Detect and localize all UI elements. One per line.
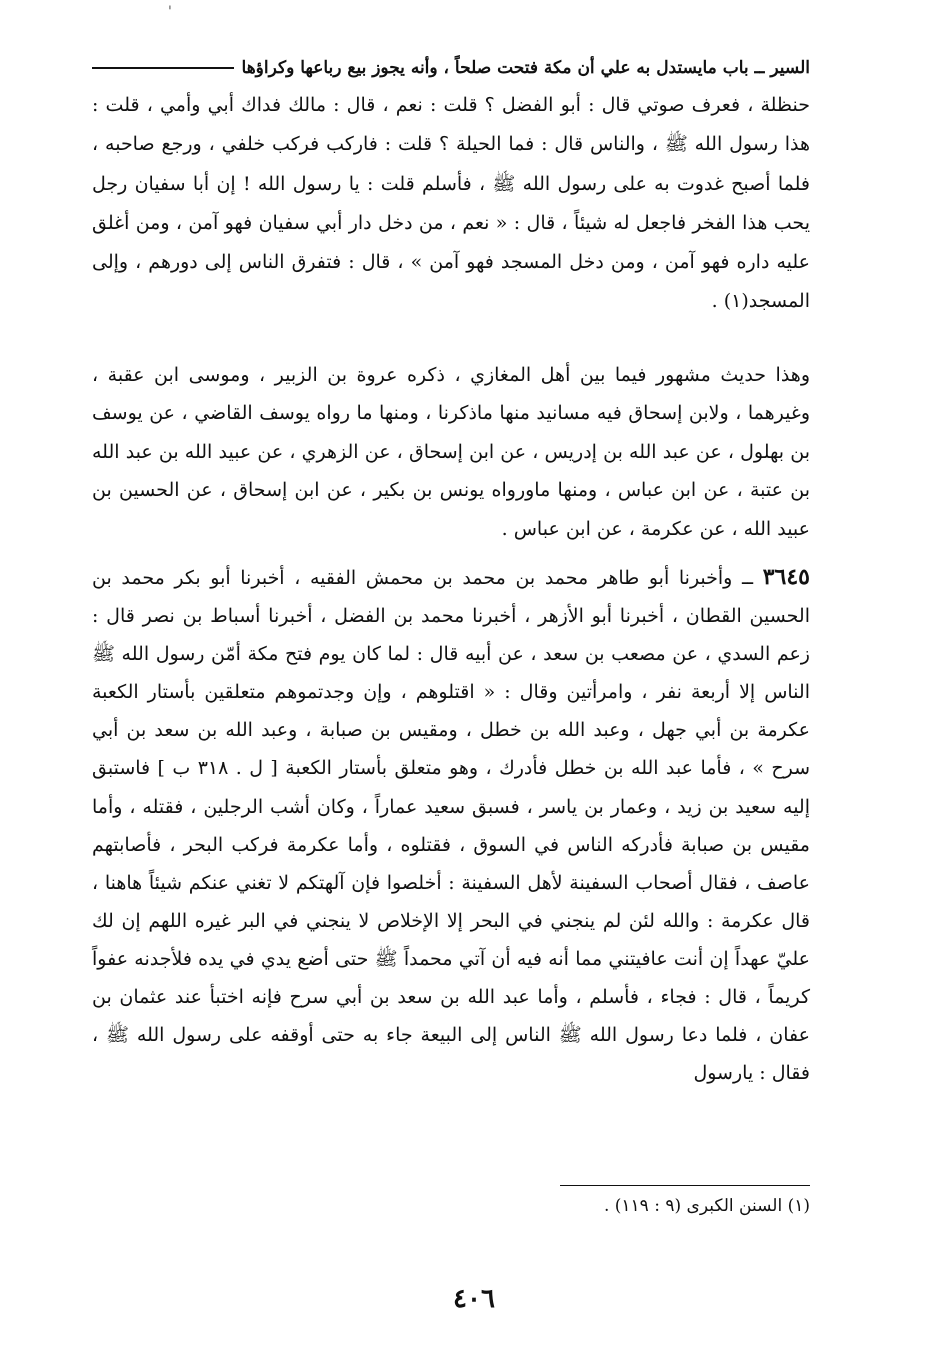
footnote: (١) السنن الكبرى (٩ : ١١٩) . <box>603 1196 810 1216</box>
paragraph-text: وهذا حديث مشهور فيما بين أهل المغازي ، ذكره عروة بن الزبير ، وموسى ابن عقبة ، وغيرهما ، ولابن إسحاق فيه مسانيد منها ماذكرنا ، ومنها ما رواه يوسف القاضي ، عن يوسف بن بهلول ، عن عبد الله بن إدريس ، عن ابن إسحاق ، عن الزهري ، عن عبيد الله بن عبد الله بن عتبة ، عن ابن عباس ، ومنها ماورواه يونس بن بكير ، عن ابن إسحاق ، عن الحسين بن عبيد الله ، عن عكرمة ، عن ابن عباس . <box>92 364 810 540</box>
scan-mark: ' <box>168 4 172 20</box>
hadith-text: ــ وأخبرنا أبو طاهر محمد بن محمد بن محمش الفقيه ، أخبرنا أبو بكر محمد بن الحسين القطان ، أخبرنا أبو الأزهر ، أخبرنا محمد بن الفضل ، أخبرنا أسباط بن نصر قال : زعم السدي ، عن مصعب بن سعد ، عن أبيه قال : لما كان يوم فتح مكة أمّن رسول الله ﷺ الناس إلا أربعة نفر ، وامرأتين وقال : « اقتلوهم ، وإن وجدتموهم متعلقين بأستار الكعبة عكرمة بن أبي جهل ، وعبد الله بن خطل ، ومقيس بن صبابة ، وعبد الله بن سعد بن أبي سرح » ، فأما عبد الله بن خطل فأدرك ، وهو متعلق بأستار الكعبة [ ل . ٣١٨ ب ] فاستبق إليه سعيد بن زيد ، وعمار بن ياسر ، فسبق سعيد عماراً ، وكان أشب الرجلين ، فقتله ، وأما مقيس بن صبابة فأدركه الناس في السوق ، فقتلوه ، وأما عكرمة فركب البحر ، فأصابتهم عاصف ، فقال أصحاب السفينة لأهل السفينة : أخلصوا فإن آلهتكم لا تغني عنكم شيئاً هاهنا ، قال عكرمة : والله لئن لم ينجني في البحر إلا الإخلاص لا ينجني في البر غيره اللهم إن لك عليّ عهداً إن أنت عافيتني مما أنه فيه أن آتي محمداً ﷺ حتى أضع يدي في يده فلأجدنه عفواً كريماً ، قال : فجاء ، فأسلم ، وأما عبد الله بن سعد بن أبي سرح فإنه اختبأ عند عثمان بن عفان ، فلما دعا رسول الله ﷺ الناس إلى البيعة جاء به حتى أوقفه على رسول الله ﷺ ، فقال : يارسول <box>92 567 810 1085</box>
paragraph-text <box>92 558 810 1092</box>
running-header <box>92 58 810 78</box>
paragraph-2 <box>92 356 810 548</box>
header-title: السير ــ باب مايستدل به علي أن مكة فتحت صلحاً ، وأنه يجوز بيع رباعها وكراؤها <box>241 58 810 78</box>
hadith-3645 <box>92 558 810 1092</box>
hadith-number: ٣٦٤٥ <box>762 564 810 590</box>
page-number: ٤٠٦ <box>453 1284 495 1314</box>
header-rule <box>92 67 234 69</box>
footnote-separator <box>560 1185 810 1186</box>
paragraph-1 <box>92 86 810 322</box>
paragraph-text: حنظلة ، فعرف صوتي قال : أبو الفضل ؟ قلت : نعم ، قال : مالك فداك أبي وأمي ، قلت : هذا رسول الله ﷺ ، والناس قال : فما الحيلة ؟ قلت : فاركب فركب خلفي ، ورجع صاحبه ، فلما أصبح غدوت به على رسول الله ﷺ ، فأسلم قلت : يا رسول الله ! إن أبا سفيان رجل يحب هذا الفخر فاجعل له شيئاً ، قال : « نعم ، من دخل دار أبي سفيان فهو آمن ، ومن أغلق عليه داره فهو آمن ، ومن دخل المسجد فهو آمن » ، قال : فتفرق الناس إلى دورهم ، وإلى المسجد(١) . <box>92 94 810 313</box>
